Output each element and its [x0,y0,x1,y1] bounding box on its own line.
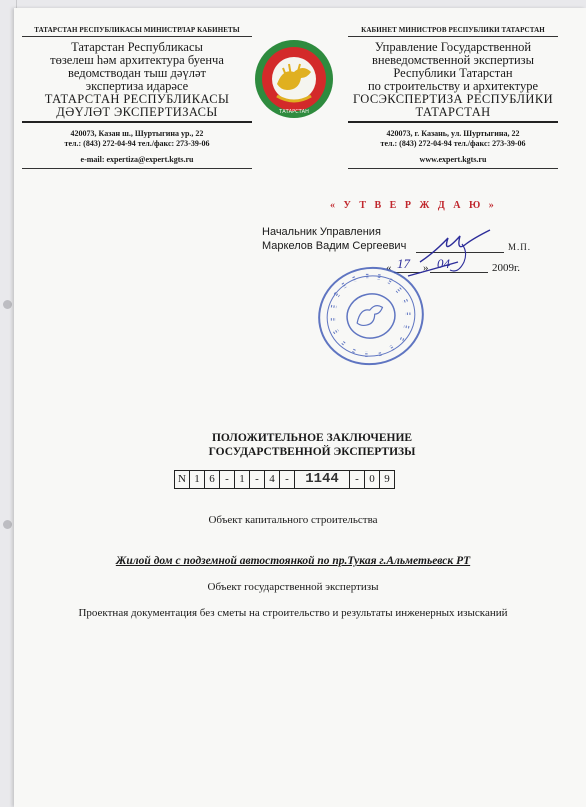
number-cell: - [350,471,365,488]
header-left-email: e-mail: expertiza@expert.kgts.ru [22,155,252,169]
date-year: 2009г. [492,262,521,274]
divider [22,36,252,37]
date-quote-close: » [423,262,429,274]
document-title: ПОЛОЖИТЕЛЬНОЕ ЗАКЛЮЧЕНИЕ [211,432,413,444]
header-right-org: ТАТАРСТАН [415,105,491,119]
number-cell: 0 [365,471,380,488]
divider [348,121,558,123]
number-cell: 1 [190,471,205,488]
header-right-address: 420073, г. Казань, ул. Шуртыгина, 22 [386,129,520,138]
header-left-top: ТАТАРСТАН РЕСПУБЛИКАСЫ МИНИСТРЛАР КАБИНЕТЫ [34,26,240,34]
handwritten-signature-icon [400,222,510,284]
capital-object-name: Жилой дом с подземной автостоянкой по пр.Тукая г.Альметьевск РТ [115,555,471,567]
header-left-phone: тел.: (843) 272-04-94 тел./факс: 273-39-06 [64,139,210,148]
number-cell: 6 [205,471,220,488]
header-left-org: ТАТАРСТАН РЕСПУБЛИКАСЫ [44,92,230,106]
header-right-website: www.expert.kgts.ru [348,155,558,169]
tatarstan-emblem-icon [253,38,335,120]
number-cell: - [280,471,295,488]
conclusion-number [174,470,395,489]
number-cell: - [220,471,235,488]
number-cell: 9 [384,473,390,485]
header-right-line: по строительству и архитектуре [367,79,539,93]
header-right-line: Республики Татарстан [393,66,513,80]
date-month: 04 [437,256,450,271]
header-left-org: ДӘҮЛӘТ ЭКСПЕРТИЗАСЫ [56,105,218,119]
header-left-line: Татарстан Республикасы [71,40,203,54]
punch-hole [3,300,12,309]
header-left-line: төзелеш һәм архитектура буенча [50,53,224,67]
header-left [22,26,252,169]
header-left-line: экспертиза идарәсе [85,79,189,93]
expertise-object-value: Проектная документация без сметы на строительство и результаты инженерных изысканий [78,607,508,619]
date-day: 17 [397,256,410,271]
number-cell-handwritten: 1144 [295,471,350,488]
number-cell: 4 [265,471,280,488]
document-subtitle: ГОСУДАРСТВЕННОЙ ЭКСПЕРТИЗЫ [208,446,416,458]
divider [22,121,252,123]
number-cell: N [175,471,190,488]
approval-heading: « У Т В Е Р Ж Д А Ю » [330,200,497,211]
date-quote-open: « [386,262,392,274]
expertise-object-label: Объект государственной экспертизы [207,581,379,593]
header-right-line: вневедомственной экспертизы [372,53,534,67]
header-right-org: ГОСЭКСПЕРТИЗА РЕСПУБЛИКИ [352,92,554,106]
header-right-phone: тел.: (843) 272-04-94 тел./факс: 273-39-06 [380,139,526,148]
approver-name: Маркелов Вадим Сергеевич [262,240,407,252]
number-cell: 1 [235,471,250,488]
header-right-top: КАБИНЕТ МИНИСТРОВ РЕСПУБЛИКИ ТАТАРСТАН [361,26,545,34]
number-cell: - [250,471,265,488]
divider [348,36,558,37]
header-right-line: Управление Государственной [374,40,532,54]
stamp-place-mark: М.П. [508,242,532,252]
capital-object-label: Объект капитального строительства [208,514,378,526]
emblem-text: ТАТАРСТАН [279,109,309,115]
header-left-address: 420073, Казан ш., Шуртыгина ур., 22 [70,129,204,138]
header-right [348,26,558,169]
approver-position: Начальник Управления [262,226,381,238]
header-left-line: ведомстводан тыш дәүләт [68,66,206,80]
